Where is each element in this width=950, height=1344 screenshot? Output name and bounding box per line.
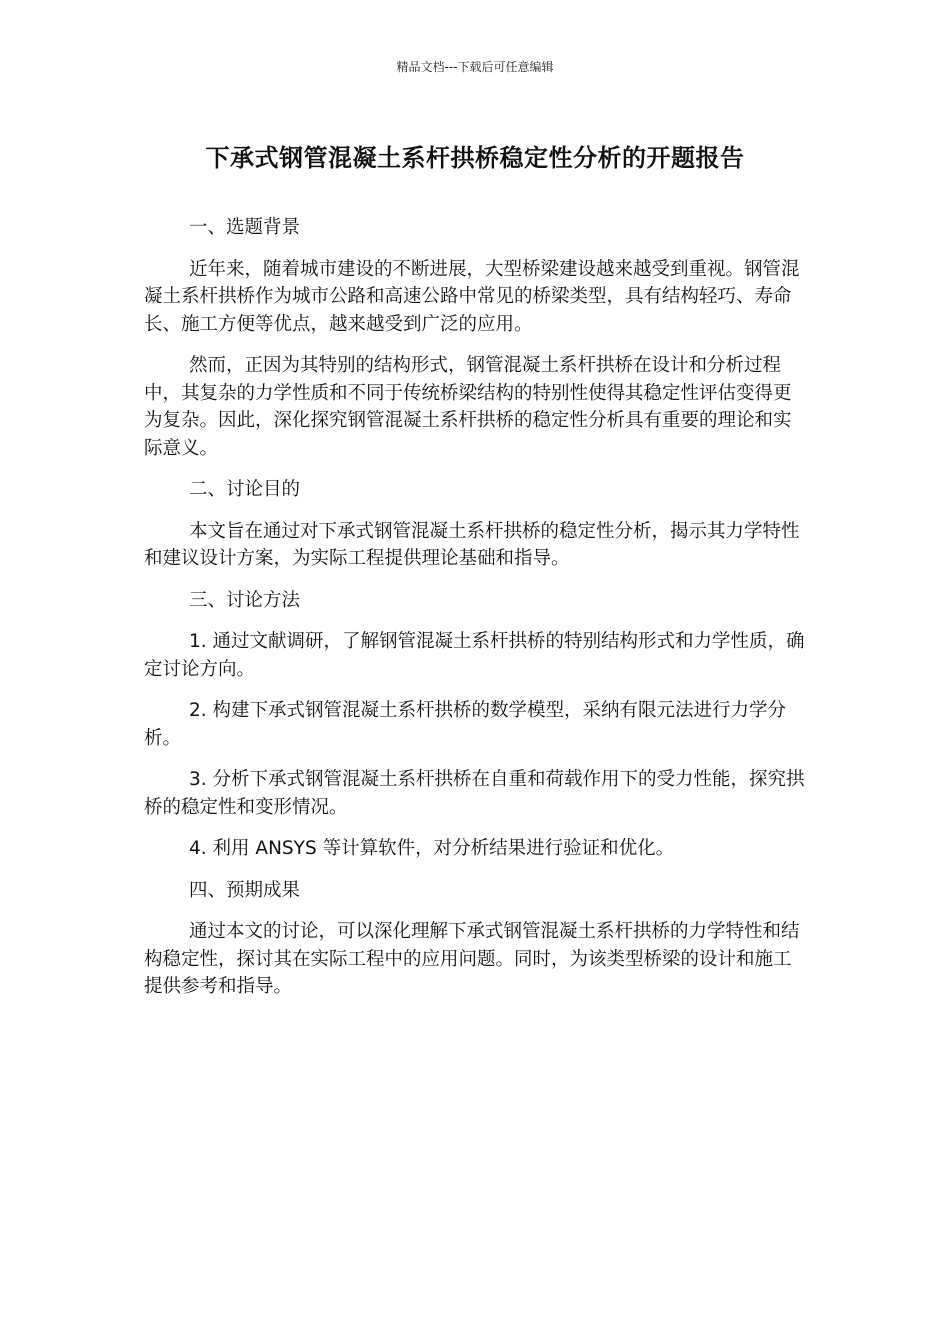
section-heading-background: 一、选题背景 <box>189 217 301 238</box>
paragraph-method-4: 4. 利用 ANSYS 等计算软件，对分析结果进行验证和优化。 <box>189 838 675 859</box>
section-heading-purpose: 二、讨论目的 <box>189 479 301 500</box>
paragraph-purpose: 本文旨在通过对下承式钢管混凝土系杆拱桥的稳定性分析，揭示其力学特性和建议设计方案，为实际工程提供理论基础和指导。 <box>144 520 800 569</box>
section-heading-method: 三、讨论方法 <box>189 589 301 611</box>
section-heading-results: 四、预期成果 <box>189 879 301 901</box>
paragraph-results: 通过本文的讨论，可以深化理解下承式钢管混凝土系杆拱桥的力学特性和结构稳定性，探讨其在实际工程中的应用问题。同时，为该类型桥梁的设计和施工提供参考和指导。 <box>144 921 800 997</box>
paragraph-method-2: 2. 构建下承式钢管混凝土系杆拱桥的数学模型，采纳有限元法进行力学分析。 <box>144 700 787 749</box>
paragraph-method-1: 1. 通过文献调研，了解钢管混凝土系杆拱桥的特别结构形式和力学性质，确定讨论方向。 <box>144 631 805 680</box>
paragraph-background-1: 近年来，随着城市建设的不断进展，大型桥梁建设越来越受到重视。钢管混凝土系杆拱桥作为城市公路和高速公路中常见的桥梁类型，具有结构轻巧、寿命长、施工方便等优点，越来越受到广泛的应用。 <box>144 258 800 335</box>
document-title: 下承式钢管混凝土系杆拱桥稳定性分析的开题报告 <box>205 144 745 172</box>
paragraph-method-3: 3. 分析下承式钢管混凝土系杆拱桥在自重和荷载作用下的受力性能，探究拱桥的稳定性和变形情况。 <box>144 769 805 818</box>
paragraph-background-2: 然而，正因为其特别的结构形式，钢管混凝土系杆拱桥在设计和分析过程中，其复杂的力学性质和不同于传统桥梁结构的特别性使得其稳定性评估变得更为复杂。因此，深化探究钢管混凝土系杆拱桥的稳定性分析具有重要的理论和实际意义。 <box>144 355 792 459</box>
document-body <box>144 214 808 1015</box>
header-note: 精品文档---下载后可任意编辑 <box>396 60 554 74</box>
